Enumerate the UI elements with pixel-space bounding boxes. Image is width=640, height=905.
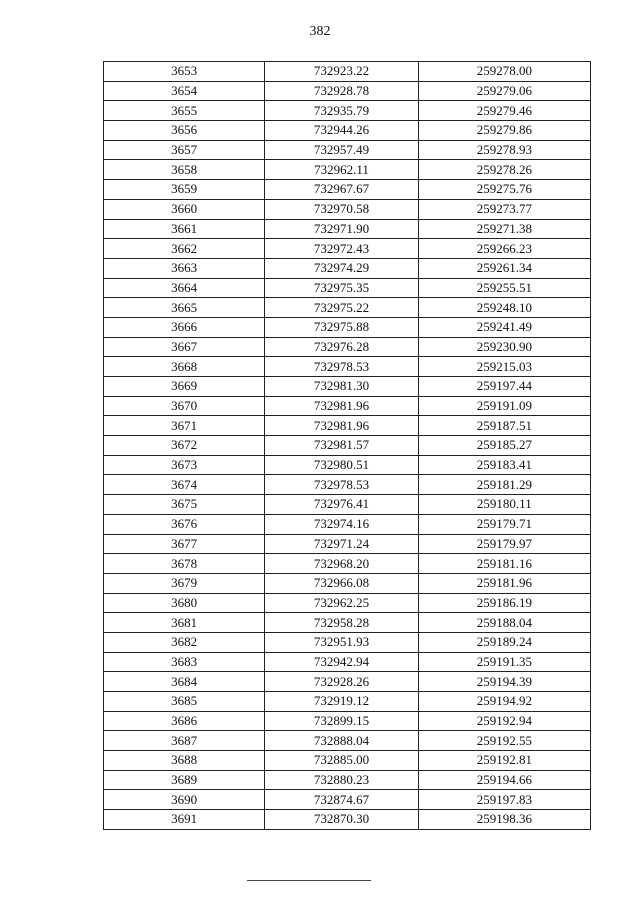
- x-coordinate-cell: 732971.24: [265, 534, 418, 554]
- table-row: [104, 357, 591, 377]
- x-coordinate-cell: 732899.15: [265, 711, 418, 731]
- table-row: [104, 140, 591, 160]
- y-coordinate-cell: 259192.94: [418, 711, 590, 731]
- table-row: [104, 613, 591, 633]
- table-row: [104, 298, 591, 318]
- table-row: [104, 436, 591, 456]
- point-number-cell: 3678: [104, 554, 265, 574]
- x-coordinate-cell: 732968.20: [265, 554, 418, 574]
- table-row: [104, 790, 591, 810]
- table-row: [104, 751, 591, 771]
- y-coordinate-cell: 259248.10: [418, 298, 590, 318]
- coordinates-table: [103, 61, 591, 830]
- table-row: [104, 455, 591, 475]
- table-row: [104, 475, 591, 495]
- x-coordinate-cell: 732976.41: [265, 495, 418, 515]
- y-coordinate-cell: 259186.19: [418, 593, 590, 613]
- table-row: [104, 62, 591, 82]
- y-coordinate-cell: 259183.41: [418, 455, 590, 475]
- y-coordinate-cell: 259278.00: [418, 62, 590, 82]
- table-row: [104, 731, 591, 751]
- table-row: [104, 81, 591, 101]
- y-coordinate-cell: 259188.04: [418, 613, 590, 633]
- x-coordinate-cell: 732974.29: [265, 258, 418, 278]
- x-coordinate-cell: 732975.88: [265, 317, 418, 337]
- x-coordinate-cell: 732951.93: [265, 632, 418, 652]
- table-row: [104, 692, 591, 712]
- point-number-cell: 3653: [104, 62, 265, 82]
- table-row: [104, 219, 591, 239]
- x-coordinate-cell: 732928.78: [265, 81, 418, 101]
- x-coordinate-cell: 732944.26: [265, 121, 418, 141]
- point-number-cell: 3685: [104, 692, 265, 712]
- y-coordinate-cell: 259191.09: [418, 396, 590, 416]
- table-row: [104, 317, 591, 337]
- table-row: [104, 495, 591, 515]
- x-coordinate-cell: 732981.57: [265, 436, 418, 456]
- table-row: [104, 534, 591, 554]
- point-number-cell: 3664: [104, 278, 265, 298]
- point-number-cell: 3662: [104, 239, 265, 259]
- point-number-cell: 3677: [104, 534, 265, 554]
- point-number-cell: 3676: [104, 514, 265, 534]
- point-number-cell: 3688: [104, 751, 265, 771]
- x-coordinate-cell: 732888.04: [265, 731, 418, 751]
- x-coordinate-cell: 732980.51: [265, 455, 418, 475]
- y-coordinate-cell: 259187.51: [418, 416, 590, 436]
- x-coordinate-cell: 732962.11: [265, 160, 418, 180]
- y-coordinate-cell: 259189.24: [418, 632, 590, 652]
- y-coordinate-cell: 259278.93: [418, 140, 590, 160]
- x-coordinate-cell: 732981.96: [265, 396, 418, 416]
- x-coordinate-cell: 732967.67: [265, 180, 418, 200]
- point-number-cell: 3689: [104, 770, 265, 790]
- table-row: [104, 258, 591, 278]
- x-coordinate-cell: 732919.12: [265, 692, 418, 712]
- point-number-cell: 3686: [104, 711, 265, 731]
- y-coordinate-cell: 259179.71: [418, 514, 590, 534]
- x-coordinate-cell: 732928.26: [265, 672, 418, 692]
- y-coordinate-cell: 259271.38: [418, 219, 590, 239]
- y-coordinate-cell: 259273.77: [418, 199, 590, 219]
- x-coordinate-cell: 732880.23: [265, 770, 418, 790]
- table-row: [104, 770, 591, 790]
- x-coordinate-cell: 732978.53: [265, 357, 418, 377]
- y-coordinate-cell: 259191.35: [418, 652, 590, 672]
- table-row: [104, 377, 591, 397]
- table-row: [104, 160, 591, 180]
- table-row: [104, 711, 591, 731]
- x-coordinate-cell: 732923.22: [265, 62, 418, 82]
- point-number-cell: 3673: [104, 455, 265, 475]
- y-coordinate-cell: 259192.81: [418, 751, 590, 771]
- table-row: [104, 593, 591, 613]
- point-number-cell: 3682: [104, 632, 265, 652]
- point-number-cell: 3674: [104, 475, 265, 495]
- x-coordinate-cell: 732975.22: [265, 298, 418, 318]
- x-coordinate-cell: 732981.30: [265, 377, 418, 397]
- table-row: [104, 514, 591, 534]
- y-coordinate-cell: 259197.44: [418, 377, 590, 397]
- table-row: [104, 121, 591, 141]
- y-coordinate-cell: 259198.36: [418, 810, 590, 830]
- table-row: [104, 239, 591, 259]
- table-row: [104, 632, 591, 652]
- x-coordinate-cell: 732935.79: [265, 101, 418, 121]
- y-coordinate-cell: 259215.03: [418, 357, 590, 377]
- table-row: [104, 416, 591, 436]
- point-number-cell: 3659: [104, 180, 265, 200]
- point-number-cell: 3668: [104, 357, 265, 377]
- y-coordinate-cell: 259181.16: [418, 554, 590, 574]
- point-number-cell: 3679: [104, 573, 265, 593]
- y-coordinate-cell: 259185.27: [418, 436, 590, 456]
- x-coordinate-cell: 732972.43: [265, 239, 418, 259]
- x-coordinate-cell: 732962.25: [265, 593, 418, 613]
- point-number-cell: 3656: [104, 121, 265, 141]
- y-coordinate-cell: 259181.96: [418, 573, 590, 593]
- x-coordinate-cell: 732966.08: [265, 573, 418, 593]
- point-number-cell: 3675: [104, 495, 265, 515]
- x-coordinate-cell: 732870.30: [265, 810, 418, 830]
- y-coordinate-cell: 259181.29: [418, 475, 590, 495]
- x-coordinate-cell: 732974.16: [265, 514, 418, 534]
- y-coordinate-cell: 259279.06: [418, 81, 590, 101]
- point-number-cell: 3691: [104, 810, 265, 830]
- table-row: [104, 396, 591, 416]
- y-coordinate-cell: 259279.86: [418, 121, 590, 141]
- point-number-cell: 3663: [104, 258, 265, 278]
- table-row: [104, 278, 591, 298]
- y-coordinate-cell: 259230.90: [418, 337, 590, 357]
- table-row: [104, 180, 591, 200]
- point-number-cell: 3680: [104, 593, 265, 613]
- point-number-cell: 3657: [104, 140, 265, 160]
- x-coordinate-cell: 732942.94: [265, 652, 418, 672]
- table-row: [104, 672, 591, 692]
- footer-rule: [247, 880, 371, 881]
- x-coordinate-cell: 732978.53: [265, 475, 418, 495]
- x-coordinate-cell: 732970.58: [265, 199, 418, 219]
- point-number-cell: 3684: [104, 672, 265, 692]
- point-number-cell: 3687: [104, 731, 265, 751]
- x-coordinate-cell: 732981.96: [265, 416, 418, 436]
- point-number-cell: 3660: [104, 199, 265, 219]
- table-row: [104, 810, 591, 830]
- point-number-cell: 3671: [104, 416, 265, 436]
- point-number-cell: 3670: [104, 396, 265, 416]
- y-coordinate-cell: 259194.92: [418, 692, 590, 712]
- x-coordinate-cell: 732976.28: [265, 337, 418, 357]
- y-coordinate-cell: 259192.55: [418, 731, 590, 751]
- y-coordinate-cell: 259241.49: [418, 317, 590, 337]
- table-body: [104, 62, 591, 830]
- table-row: [104, 199, 591, 219]
- point-number-cell: 3665: [104, 298, 265, 318]
- point-number-cell: 3683: [104, 652, 265, 672]
- y-coordinate-cell: 259180.11: [418, 495, 590, 515]
- table-row: [104, 573, 591, 593]
- y-coordinate-cell: 259255.51: [418, 278, 590, 298]
- table-row: [104, 652, 591, 672]
- x-coordinate-cell: 732971.90: [265, 219, 418, 239]
- point-number-cell: 3654: [104, 81, 265, 101]
- point-number-cell: 3666: [104, 317, 265, 337]
- point-number-cell: 3681: [104, 613, 265, 633]
- x-coordinate-cell: 732958.28: [265, 613, 418, 633]
- point-number-cell: 3669: [104, 377, 265, 397]
- table-row: [104, 554, 591, 574]
- point-number-cell: 3655: [104, 101, 265, 121]
- y-coordinate-cell: 259278.26: [418, 160, 590, 180]
- point-number-cell: 3661: [104, 219, 265, 239]
- y-coordinate-cell: 259279.46: [418, 101, 590, 121]
- x-coordinate-cell: 732885.00: [265, 751, 418, 771]
- y-coordinate-cell: 259194.39: [418, 672, 590, 692]
- point-number-cell: 3690: [104, 790, 265, 810]
- y-coordinate-cell: 259179.97: [418, 534, 590, 554]
- point-number-cell: 3672: [104, 436, 265, 456]
- x-coordinate-cell: 732957.49: [265, 140, 418, 160]
- x-coordinate-cell: 732874.67: [265, 790, 418, 810]
- y-coordinate-cell: 259261.34: [418, 258, 590, 278]
- point-number-cell: 3658: [104, 160, 265, 180]
- table-row: [104, 101, 591, 121]
- page-number: 382: [309, 24, 331, 39]
- y-coordinate-cell: 259194.66: [418, 770, 590, 790]
- x-coordinate-cell: 732975.35: [265, 278, 418, 298]
- y-coordinate-cell: 259275.76: [418, 180, 590, 200]
- table-row: [104, 337, 591, 357]
- point-number-cell: 3667: [104, 337, 265, 357]
- y-coordinate-cell: 259266.23: [418, 239, 590, 259]
- y-coordinate-cell: 259197.83: [418, 790, 590, 810]
